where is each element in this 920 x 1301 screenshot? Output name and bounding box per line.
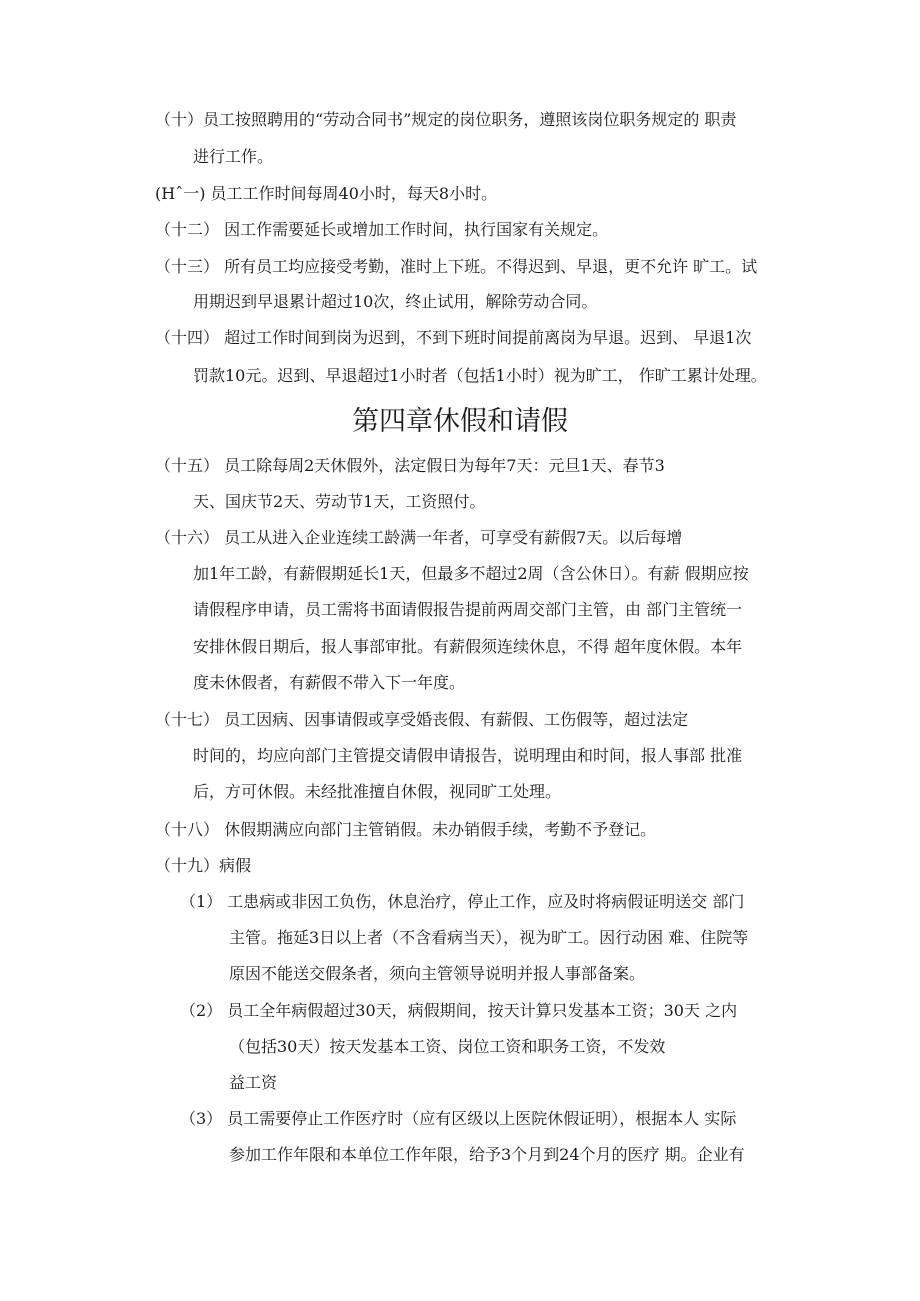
- line-19-3-a: （3） 员工需要停止工作医疗时（应有区级以上医院休假证明），根据本人 实际: [180, 1109, 737, 1128]
- line-10-a: （十）员工按照聘用的“劳动合同书”规定的岗位职务，遵照该岗位职务规定的 职责: [155, 110, 737, 129]
- line-13-b: 用期迟到早退累计超过10次，终止试用，解除劳动合同。: [193, 292, 598, 311]
- line-18: （十八） 休假期满应向部门主管销假。未办销假手续，考勤不予登记。: [155, 820, 657, 839]
- line-17-a: （十七） 员工因病、因事请假或享受婚丧假、有薪假、工伤假等，超过法定: [155, 710, 689, 729]
- line-19-2-a: （2） 员工全年病假超过30天，病假期间，按天计算只发基本工资；30天 之内: [180, 1001, 738, 1020]
- line-19: （十九）病假: [155, 856, 252, 875]
- line-16-c: 请假程序申请，员工需将书面请假报告提前两周交部门主管，由 部门主管统一: [193, 600, 743, 619]
- line-17-b: 时间的，均应向部门主管提交请假申请报告，说明理由和时间，报人事部 批准: [193, 746, 743, 765]
- line-16-e: 度未休假者，有薪假不带入下一年度。: [193, 673, 466, 692]
- line-19-1-a: （1） 工患病或非因工负伤，休息治疗，停止工作，应及时将病假证明送交 部门: [180, 892, 745, 911]
- line-16-b: 加1年工龄，有薪假期延长1天，但最多不超过2周（含公休日）。有薪 假期应按: [193, 564, 749, 583]
- line-15-a: （十五） 员工除每周2天休假外，法定假日为每年7天：元旦1天、春节3: [155, 456, 665, 475]
- line-19-1-b: 主管。拖延3日以上者（不含看病当天），视为旷工。因行动困 难、住院等: [229, 928, 749, 947]
- line-19-1-c: 原因不能送交假条者，须向主管领导说明并报人事部备案。: [229, 964, 646, 983]
- line-19-2-b: （包括30天）按天发基本工资、岗位工资和职务工资，不发效: [229, 1037, 666, 1056]
- line-19-2-c: 益工资: [229, 1073, 278, 1092]
- line-12: （十二） 因工作需要延长或增加工作时间，执行国家有关规定。: [155, 220, 609, 239]
- line-14-a: （十四） 超过工作时间到岗为迟到，不到下班时间提前离岗为早退。迟到、 早退1次: [155, 328, 752, 347]
- line-13-a: （十三） 所有员工均应接受考勤，准时上下班。不得迟到、早退，更不允许 旷工。试: [155, 257, 758, 276]
- line-16-a: （十六） 员工从进入企业连续工龄满一年者，可享受有薪假7天。以后每增: [155, 528, 683, 547]
- line-15-b: 天、国庆节2天、劳动节1天，工资照付。: [193, 492, 486, 511]
- line-14-b: 罚款10元。迟到、早退超过1小时者（包括1小时）视为旷工， 作旷工累计处理。: [193, 366, 767, 385]
- line-11: (Hˆ一) 员工工作时间每周40小时，每天8小时。: [155, 184, 498, 203]
- line-17-c: 后，方可休假。未经批准擅自休假，视同旷工处理。: [193, 782, 562, 801]
- line-10-b: 进行工作。: [193, 147, 274, 166]
- line-19-3-b: 参加工作年限和本单位工作年限，给予3个月到24个月的医疗 期。企业有: [229, 1145, 745, 1164]
- chapter-title: 第四章休假和请假: [352, 406, 568, 437]
- line-16-d: 安排休假日期后，报人事部审批。有薪假须连续休息，不得 超年度休假。本年: [193, 637, 743, 656]
